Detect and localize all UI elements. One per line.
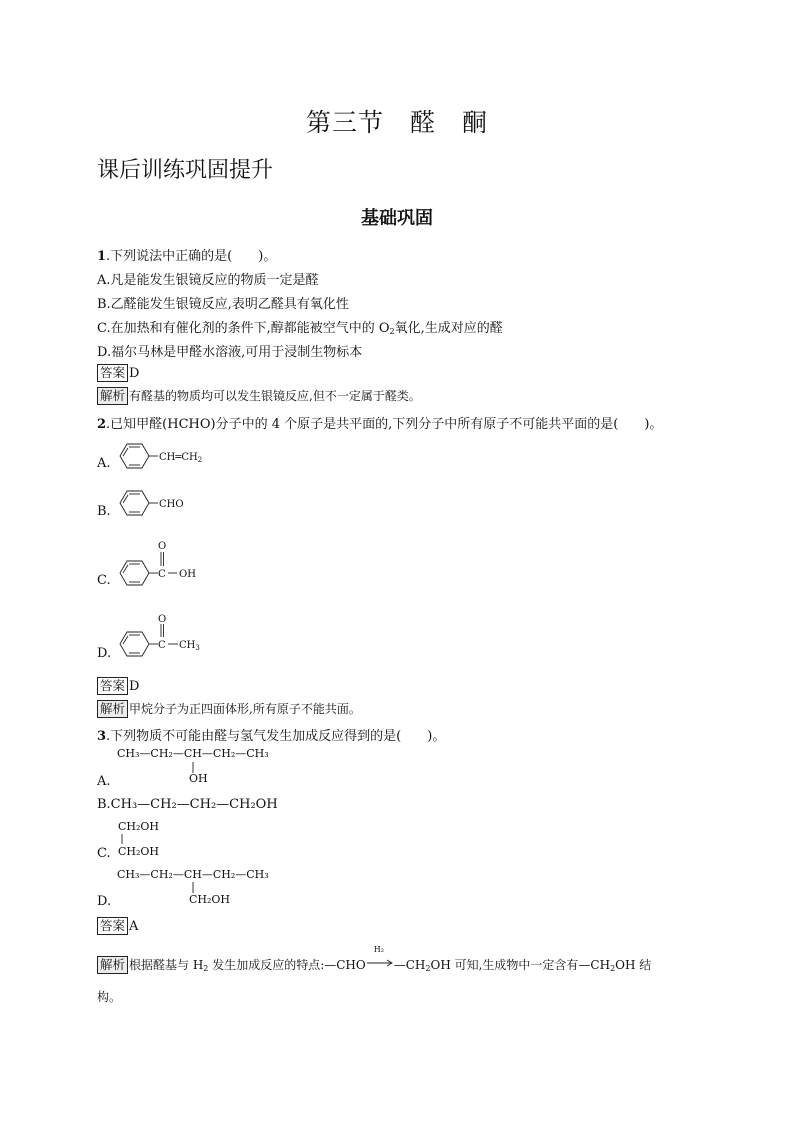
q3-explanation-line2: 构。 <box>97 990 122 1004</box>
explanation-tag: 解析 <box>97 387 128 405</box>
q2-option-a-structure <box>116 441 216 475</box>
a-group-text: $CH═CH_2$ <box>159 452 203 464</box>
subsection-heading: 基础巩固 <box>361 208 433 229</box>
q1-answer: 答案 D <box>97 364 139 382</box>
page-title: 第三节 醛 酮 <box>305 108 488 137</box>
q2-explanation: 解析 甲烷分子为正四面体形,所有原子不能共面。 <box>97 700 361 718</box>
q1-option-a: A.凡是能发生银镜反应的物质一定是醛 <box>97 273 319 288</box>
answer-tag: 答案 <box>97 917 128 935</box>
q3-option-d-chain: CH₃—CH₂—CH—CH₂—CH₃ <box>117 868 269 881</box>
q3-option-c-bottom: CH₂OH <box>118 845 160 858</box>
q2-option-c-structure <box>116 538 216 590</box>
q2-option-d-structure <box>116 612 216 662</box>
q3-answer: 答案 A <box>97 917 138 935</box>
benzene-ring <box>120 444 158 468</box>
q2-option-c-label: C. <box>97 573 111 588</box>
q1-option-d: D.福尔马林是甲醛水溶液,可用于浸制生物标本 <box>97 345 363 360</box>
q2-option-d-label: D. <box>97 646 112 661</box>
benzene-ring <box>120 552 177 585</box>
q3-option-b: B.CH₃—CH₂—CH₂—CH₂OH <box>97 797 278 812</box>
q1-option-b: B.乙醛能发生银镜反应,表明乙醛具有氧化性 <box>97 297 349 312</box>
q1-explanation: 解析 有醛基的物质均可以发生银镜反应,但不一定属于醛类。 <box>97 387 421 405</box>
q3-option-d-label: D. <box>97 894 112 909</box>
c-hydroxyl: OH <box>179 569 196 580</box>
q3-option-c-top: CH₂OH <box>118 820 160 833</box>
d-carbon: C <box>158 640 166 651</box>
benzene-ring <box>120 491 158 515</box>
q3-option-a-branch: OH <box>189 772 208 785</box>
c-carbonyl-o: O <box>158 541 167 552</box>
answer-tag: 答案 <box>97 677 128 695</box>
q2-option-b-structure <box>116 488 216 522</box>
section-heading: 课后训练巩固提升 <box>97 158 274 183</box>
b-group-text: CHO <box>159 499 184 510</box>
q2-stem: 2.已知甲醛(HCHO)分子中的 4 个原子是共平面的,下列分子中所有原子不可能共平面的是( )。 <box>97 417 663 432</box>
arrow-condition: H₂ <box>373 945 384 954</box>
q1-option-c: C.在加热和有催化剂的条件下,醇都能被空气中的 $O_2$氧化,生成对应的醛 <box>97 321 503 336</box>
q2-option-a-label: A. <box>97 456 111 471</box>
q2-answer: 答案 D <box>97 677 139 695</box>
explanation-tag: 解析 <box>97 956 128 974</box>
q2-option-b-label: B. <box>97 504 111 519</box>
d-carbonyl-o: O <box>158 614 167 625</box>
q3-option-a-chain: CH₃—CH₂—CH—CH₂—CH₃ <box>117 747 269 760</box>
q3-explanation: 解析 根据醛基与 $H_2$ 发生加成反应的特点:—CHO H₂ $—CH_2OH$ 可知,生成物中一定含有$—CH_2OH$ 结 <box>97 956 651 974</box>
benzene-ring <box>120 624 178 656</box>
q3-option-a-label: A. <box>97 774 111 789</box>
q1-stem: 1.下列说法中正确的是( )。 <box>97 249 277 264</box>
answer-tag: 答案 <box>97 364 128 382</box>
q3-stem: 3.下列物质不可能由醛与氢气发生加成反应得到的是( )。 <box>97 729 446 744</box>
q3-option-c-label: C. <box>97 846 111 861</box>
q3-option-d-branch: CH₂OH <box>189 893 231 906</box>
d-methyl: $CH_3$ <box>179 640 200 652</box>
reaction-arrow <box>366 945 394 967</box>
c-carbon: C <box>158 569 166 580</box>
explanation-tag: 解析 <box>97 700 128 718</box>
